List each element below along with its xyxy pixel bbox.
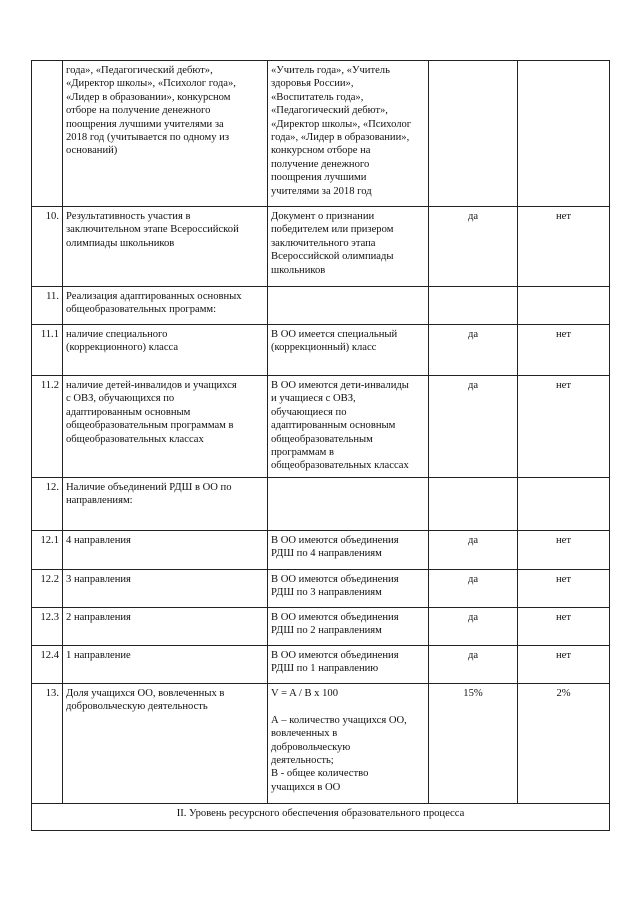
yes-cell: да — [429, 207, 518, 287]
row-number: 11. — [32, 287, 63, 325]
no-cell: нет — [518, 207, 610, 287]
table-row — [32, 570, 610, 608]
evidence-cell: V = A / B x 100 А – количество учащихся ОО, вовлеченных в добровольческую деятельность; В - общее количество учащихся в ОО — [268, 684, 429, 804]
criteria-table — [31, 60, 610, 831]
yes-cell: 15% — [429, 684, 518, 804]
evidence-cell: В ОО имеются объединения РДШ по 4 направлениям — [268, 531, 429, 570]
criterion-cell: наличие детей-инвалидов и учащихся с ОВЗ, обучающихся по адаптированным основным общеобразовательным программам в общеобразовательных классах — [63, 376, 268, 478]
table-row — [32, 646, 610, 684]
table-row — [32, 608, 610, 646]
no-cell: нет — [518, 608, 610, 646]
yes-cell: да — [429, 376, 518, 478]
section-footer-row — [32, 804, 610, 831]
yes-cell: да — [429, 646, 518, 684]
evidence-cell: В ОО имеются объединения РДШ по 1 направлению — [268, 646, 429, 684]
table-row — [32, 531, 610, 570]
criterion-cell: Реализация адаптированных основных общеобразовательных программ: — [63, 287, 268, 325]
row-number: 12.4 — [32, 646, 63, 684]
table-row — [32, 478, 610, 531]
criterion-cell: Доля учащихся ОО, вовлеченных в добровольческую деятельность — [63, 684, 268, 804]
table-row — [32, 376, 610, 478]
row-number: 12.1 — [32, 531, 63, 570]
evidence-cell: В ОО имеется специальный (коррекционный) класс — [268, 325, 429, 376]
yes-cell: да — [429, 608, 518, 646]
evidence-cell: «Учитель года», «Учитель здоровья России», «Воспитатель года», «Педагогический дебют», «Директор школы», «Психолог года», «Лидер в образовании», конкурсном отборе на получение денежного поощрения лучшими учителями за 2018 год — [268, 61, 429, 207]
no-cell — [518, 478, 610, 531]
criterion-cell: 3 направления — [63, 570, 268, 608]
yes-cell: да — [429, 325, 518, 376]
no-cell: нет — [518, 376, 610, 478]
row-number: 10. — [32, 207, 63, 287]
evidence-cell: Документ о признании победителем или призером заключительного этапа Всероссийской олимпиады школьников — [268, 207, 429, 287]
criterion-cell: 2 направления — [63, 608, 268, 646]
row-number: 11.2 — [32, 376, 63, 478]
evidence-cell — [268, 287, 429, 325]
row-number: 11.1 — [32, 325, 63, 376]
yes-cell — [429, 478, 518, 531]
table-row — [32, 287, 610, 325]
yes-cell — [429, 287, 518, 325]
no-cell — [518, 61, 610, 207]
table-row — [32, 325, 610, 376]
no-cell: нет — [518, 646, 610, 684]
section-heading: II. Уровень ресурсного обеспечения образовательного процесса — [32, 804, 610, 831]
row-number: 12.2 — [32, 570, 63, 608]
evidence-cell: В ОО имеются дети-инвалиды и учащиеся с ОВЗ, обучающиеся по адаптированным основным общеобразовательным программам в общеобразовательных классах — [268, 376, 429, 478]
criterion-cell: наличие специального (коррекционного) класса — [63, 325, 268, 376]
criterion-cell: года», «Педагогический дебют», «Директор школы», «Психолог года», «Лидер в образовании», конкурсном отборе на получение денежного поощрения лучшими учителями за 2018 год (учитывается по одному из оснований) — [63, 61, 268, 207]
no-cell: 2% — [518, 684, 610, 804]
criterion-cell: Наличие объединений РДШ в ОО по направлениям: — [63, 478, 268, 531]
criterion-cell: 4 направления — [63, 531, 268, 570]
yes-cell: да — [429, 570, 518, 608]
criterion-cell: Результативность участия в заключительном этапе Всероссийской олимпиады школьников — [63, 207, 268, 287]
table-row — [32, 684, 610, 804]
row-number: 12.3 — [32, 608, 63, 646]
row-number — [32, 61, 63, 207]
no-cell: нет — [518, 570, 610, 608]
table-row — [32, 207, 610, 287]
no-cell: нет — [518, 325, 610, 376]
yes-cell — [429, 61, 518, 207]
table-row — [32, 61, 610, 207]
no-cell: нет — [518, 531, 610, 570]
criterion-cell: 1 направление — [63, 646, 268, 684]
evidence-cell: В ОО имеются объединения РДШ по 3 направлениям — [268, 570, 429, 608]
evidence-cell — [268, 478, 429, 531]
evidence-cell: В ОО имеются объединения РДШ по 2 направлениям — [268, 608, 429, 646]
row-number: 13. — [32, 684, 63, 804]
yes-cell: да — [429, 531, 518, 570]
no-cell — [518, 287, 610, 325]
row-number: 12. — [32, 478, 63, 531]
